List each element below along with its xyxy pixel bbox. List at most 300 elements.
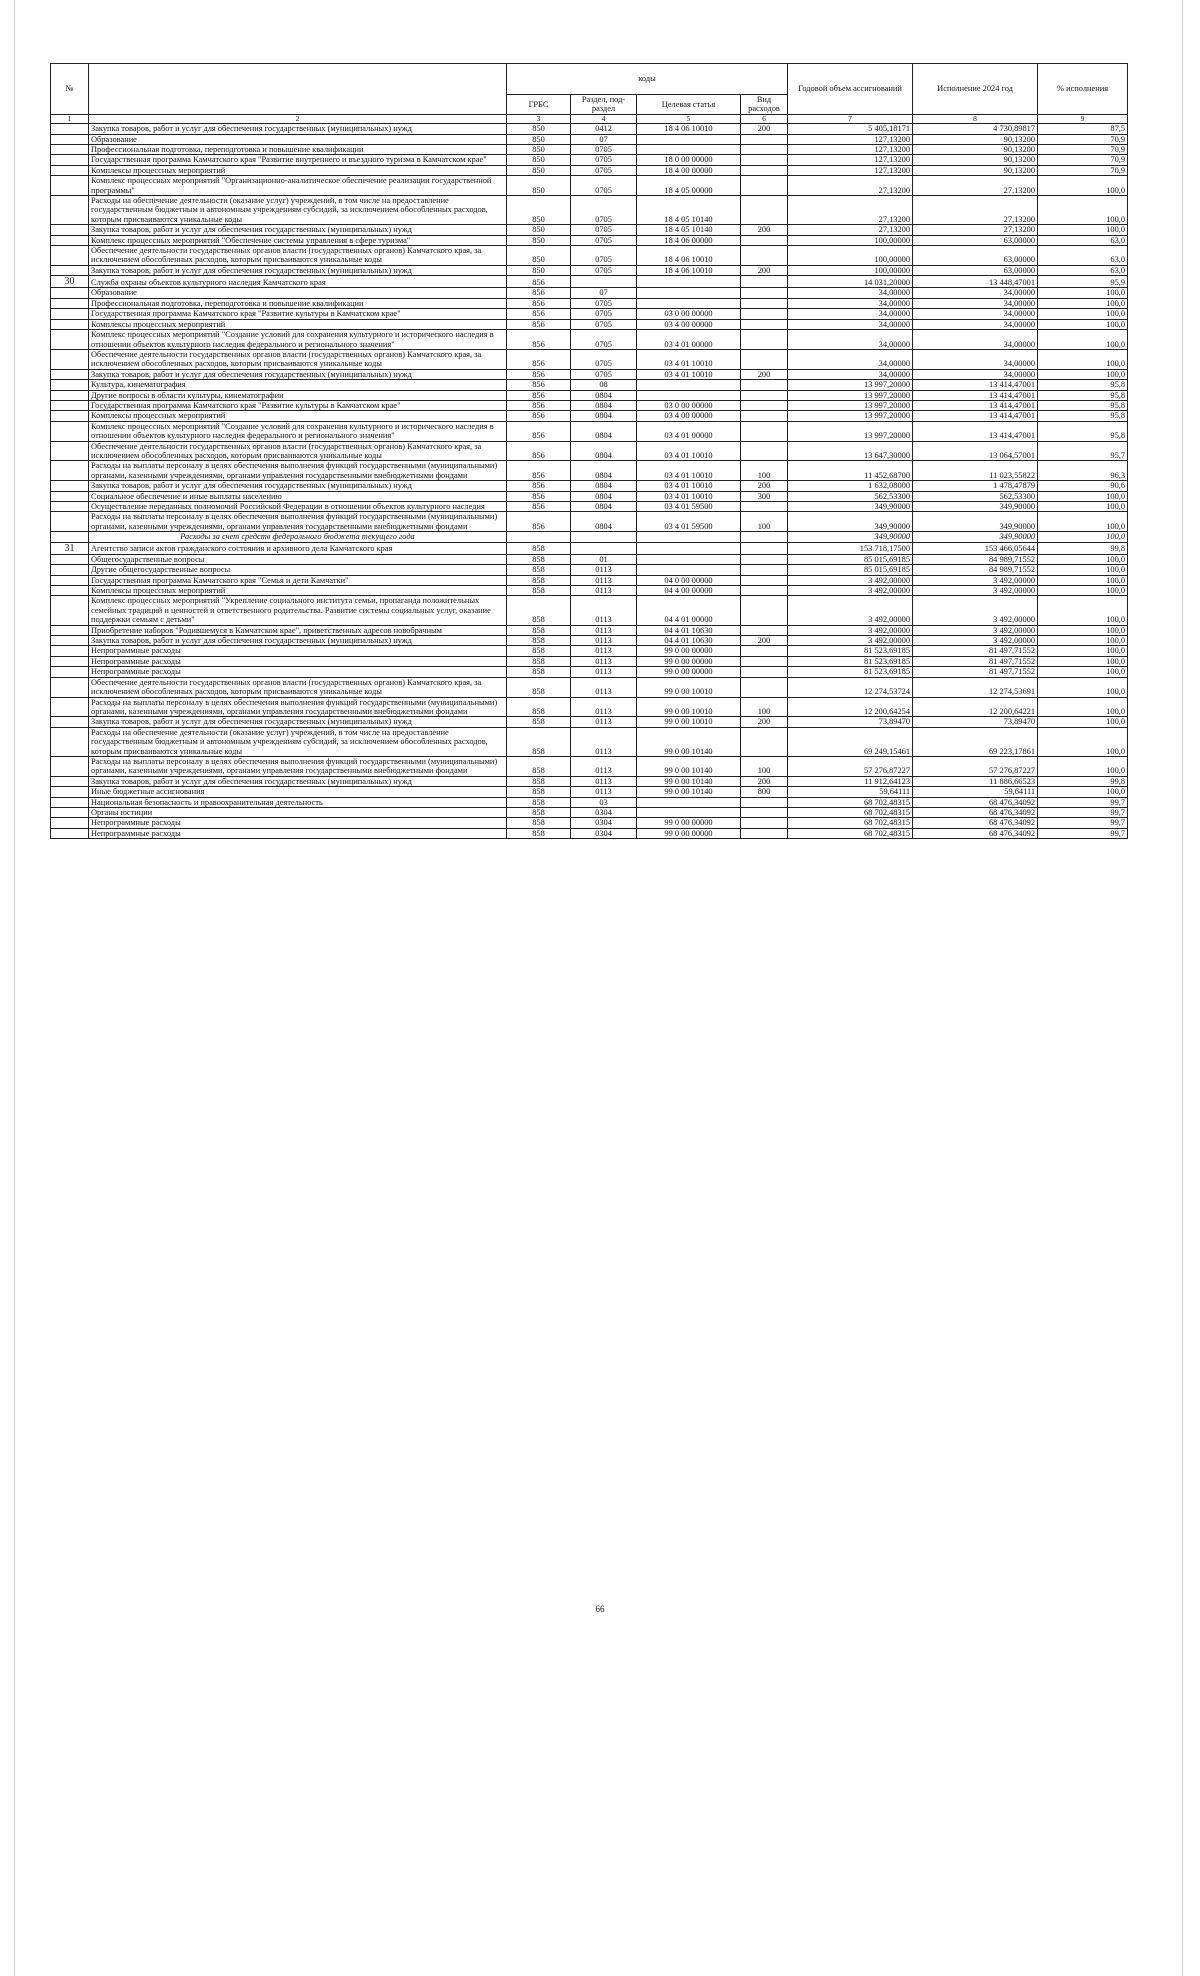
table-row — [51, 441, 1128, 461]
cell-percent: 100,0 — [1038, 787, 1128, 797]
cell-number — [51, 481, 89, 491]
cell-target-item: 18 4 05 10140 — [637, 225, 741, 235]
cell-section: 0705 — [571, 309, 637, 319]
cell-name: Закупка товаров, работ и услуг для обеспечения государственных (муниципальных) нужд — [89, 265, 507, 275]
cell-execution: 13 064,57001 — [913, 441, 1038, 461]
cell-expense-type: 200 — [741, 636, 788, 646]
cell-annual-volume: 57 276,87227 — [788, 756, 913, 776]
table-row — [51, 565, 1128, 575]
cell-execution: 3 492,00000 — [913, 596, 1038, 625]
cell-section: 0113 — [571, 586, 637, 596]
cell-target-item: 99 0 00 00000 — [637, 818, 741, 828]
cell-execution: 4 730,89817 — [913, 124, 1038, 134]
cell-name: Расходы за счет средств федерального бюджета текущего года — [89, 532, 507, 542]
cell-target-item — [637, 797, 741, 807]
cell-grbs: 856 — [507, 390, 571, 400]
cell-annual-volume: 34,00000 — [788, 298, 913, 308]
cell-expense-type: 800 — [741, 787, 788, 797]
cell-grbs: 858 — [507, 756, 571, 776]
cell-expense-type: 100 — [741, 512, 788, 532]
cell-grbs: 858 — [507, 542, 571, 554]
cell-expense-type: 100 — [741, 756, 788, 776]
cell-name: Государственная программа Камчатского края "Семья и дети Камчатки" — [89, 575, 507, 585]
cell-section: 0705 — [571, 165, 637, 175]
cell-execution: 12 200,64221 — [913, 697, 1038, 717]
cell-number — [51, 390, 89, 400]
column-index-row — [51, 114, 1128, 123]
cell-percent: 90,6 — [1038, 481, 1128, 491]
cell-section: 0113 — [571, 656, 637, 666]
table-row — [51, 176, 1128, 196]
cell-percent: 63,0 — [1038, 235, 1128, 245]
cell-percent: 100,0 — [1038, 554, 1128, 564]
cell-name: Расходы на обеспечение деятельности (оказание услуг) учреждений, в том числе на предоставление государственным бюджетным и автономным учреждениям субсидий, за исключением обособленных расходов, которым присваиваются уникальные коды — [89, 727, 507, 756]
cell-section: 07 — [571, 134, 637, 144]
cell-percent: 95,9 — [1038, 276, 1128, 288]
cell-section: 0804 — [571, 512, 637, 532]
cell-section: 0705 — [571, 298, 637, 308]
cell-execution: 84 989,71552 — [913, 565, 1038, 575]
cell-annual-volume: 13 997,20000 — [788, 411, 913, 421]
cell-percent: 100,0 — [1038, 298, 1128, 308]
cell-section: 0113 — [571, 787, 637, 797]
table-row — [51, 196, 1128, 225]
cell-name: Комплексы процессных мероприятий — [89, 411, 507, 421]
cell-execution: 27,13200 — [913, 225, 1038, 235]
cell-target-item: 03 4 00 00000 — [637, 411, 741, 421]
cell-percent: 63,0 — [1038, 246, 1128, 266]
column-index: 9 — [1038, 114, 1128, 123]
cell-percent: 100,0 — [1038, 491, 1128, 501]
table-row — [51, 776, 1128, 786]
cell-expense-type — [741, 586, 788, 596]
cell-grbs: 856 — [507, 481, 571, 491]
cell-annual-volume: 562,53300 — [788, 491, 913, 501]
cell-section: 0113 — [571, 677, 637, 697]
cell-percent: 100,0 — [1038, 717, 1128, 727]
cell-target-item: 99 0 00 00000 — [637, 828, 741, 838]
cell-annual-volume: 13 997,20000 — [788, 380, 913, 390]
table-row — [51, 390, 1128, 400]
cell-annual-volume: 349,90000 — [788, 532, 913, 542]
cell-expense-type — [741, 309, 788, 319]
table-row — [51, 502, 1128, 512]
cell-annual-volume: 85 015,69185 — [788, 565, 913, 575]
cell-target-item: 99 0 00 10010 — [637, 697, 741, 717]
cell-number — [51, 421, 89, 441]
cell-execution: 63,00000 — [913, 265, 1038, 275]
cell-annual-volume: 68 702,48315 — [788, 807, 913, 817]
cell-number — [51, 554, 89, 564]
table-row — [51, 656, 1128, 666]
cell-grbs: 858 — [507, 625, 571, 635]
cell-name: Культура, кинематография — [89, 380, 507, 390]
cell-target-item: 18 4 05 00000 — [637, 176, 741, 196]
cell-section: 0705 — [571, 145, 637, 155]
cell-target-item — [637, 145, 741, 155]
cell-execution: 68 476,34092 — [913, 818, 1038, 828]
cell-name: Комплексы процессных мероприятий — [89, 165, 507, 175]
cell-section: 0113 — [571, 697, 637, 717]
cell-expense-type — [741, 565, 788, 575]
cell-number — [51, 288, 89, 298]
cell-annual-volume: 34,00000 — [788, 309, 913, 319]
cell-section: 0804 — [571, 411, 637, 421]
cell-section — [571, 532, 637, 542]
cell-grbs: 858 — [507, 575, 571, 585]
cell-expense-type — [741, 165, 788, 175]
column-header-name — [89, 64, 507, 115]
table-row — [51, 165, 1128, 175]
cell-target-item: 18 4 05 10140 — [637, 196, 741, 225]
cell-section: 0705 — [571, 369, 637, 379]
cell-name: Непрограммные расходы — [89, 828, 507, 838]
cell-expense-type — [741, 797, 788, 807]
cell-percent: 100,0 — [1038, 727, 1128, 756]
cell-annual-volume: 100,00000 — [788, 235, 913, 245]
cell-target-item — [637, 380, 741, 390]
cell-expense-type — [741, 288, 788, 298]
cell-annual-volume: 81 523,69185 — [788, 646, 913, 656]
cell-grbs: 850 — [507, 155, 571, 165]
cell-execution: 153 466,05644 — [913, 542, 1038, 554]
cell-grbs: 858 — [507, 828, 571, 838]
cell-section: 0705 — [571, 330, 637, 350]
cell-grbs: 858 — [507, 797, 571, 807]
table-row — [51, 646, 1128, 656]
cell-name: Комплекс процессных мероприятий "Создание условий для сохранения культурного и исторического наследия в отношении объектов культурного наследия федерального и регионального значения" — [89, 330, 507, 350]
cell-annual-volume: 3 492,00000 — [788, 575, 913, 585]
cell-annual-volume: 127,13200 — [788, 155, 913, 165]
cell-number — [51, 697, 89, 717]
cell-execution: 34,00000 — [913, 369, 1038, 379]
cell-number — [51, 165, 89, 175]
cell-name: Обеспечение деятельности государственных органов власти (государственных органов) Камчатского края, за исключением обособленных расходов, которым присваиваются уникальные коды — [89, 349, 507, 369]
cell-name: Другие общегосударственные вопросы — [89, 565, 507, 575]
cell-target-item: 18 4 06 00000 — [637, 235, 741, 245]
cell-name: Закупка товаров, работ и услуг для обеспечения государственных (муниципальных) нужд — [89, 124, 507, 134]
cell-grbs: 858 — [507, 656, 571, 666]
cell-section: 0705 — [571, 235, 637, 245]
cell-execution: 84 989,71552 — [913, 554, 1038, 564]
cell-grbs: 850 — [507, 124, 571, 134]
cell-annual-volume: 68 702,48315 — [788, 818, 913, 828]
column-header-execution: Исполнение 2024 год — [913, 64, 1038, 115]
cell-annual-volume: 3 492,00000 — [788, 596, 913, 625]
cell-number — [51, 677, 89, 697]
cell-target-item: 99 0 00 10010 — [637, 717, 741, 727]
cell-grbs: 856 — [507, 349, 571, 369]
cell-annual-volume: 349,90000 — [788, 502, 913, 512]
table-row — [51, 542, 1128, 554]
cell-number — [51, 727, 89, 756]
table-row — [51, 787, 1128, 797]
cell-target-item — [637, 565, 741, 575]
cell-percent: 95,8 — [1038, 400, 1128, 410]
cell-section: 0804 — [571, 502, 637, 512]
cell-execution: 34,00000 — [913, 298, 1038, 308]
cell-expense-type — [741, 646, 788, 656]
cell-section: 0705 — [571, 265, 637, 275]
table-row — [51, 512, 1128, 532]
column-index: 7 — [788, 114, 913, 123]
table-row — [51, 596, 1128, 625]
cell-target-item: 04 4 01 00000 — [637, 596, 741, 625]
page-edge-left — [14, 0, 15, 1976]
cell-execution: 27,13200 — [913, 196, 1038, 225]
cell-name: Обеспечение деятельности государственных органов власти (государственных органов) Камчатского края, за исключением обособленных расходов, которым присваиваются уникальные коды — [89, 677, 507, 697]
cell-section: 03 — [571, 797, 637, 807]
cell-grbs: 856 — [507, 330, 571, 350]
cell-target-item: 99 0 00 00000 — [637, 646, 741, 656]
cell-name: Общегосударственные вопросы — [89, 554, 507, 564]
cell-target-item — [637, 276, 741, 288]
cell-name: Расходы на выплаты персоналу в целях обеспечения выполнения функций государственными (муниципальными) органами, казенными учреждениями, органами управления государственными внебюджетными фондами — [89, 697, 507, 717]
cell-expense-type — [741, 554, 788, 564]
cell-target-item: 03 4 01 59500 — [637, 502, 741, 512]
cell-annual-volume: 34,00000 — [788, 349, 913, 369]
cell-name: Образование — [89, 288, 507, 298]
cell-name: Национальная безопасность и правоохранительная деятельность — [89, 797, 507, 807]
cell-annual-volume: 12 274,53724 — [788, 677, 913, 697]
cell-name: Социальное обеспечение и иные выплаты населению — [89, 491, 507, 501]
cell-expense-type — [741, 807, 788, 817]
table-row — [51, 319, 1128, 329]
cell-percent: 100,0 — [1038, 288, 1128, 298]
cell-annual-volume: 5 405,18171 — [788, 124, 913, 134]
cell-percent: 100,0 — [1038, 677, 1128, 697]
cell-grbs: 858 — [507, 717, 571, 727]
cell-name: Другие вопросы в области культуры, кинематографии — [89, 390, 507, 400]
cell-section: 01 — [571, 554, 637, 564]
cell-expense-type: 200 — [741, 369, 788, 379]
cell-annual-volume: 127,13200 — [788, 145, 913, 155]
cell-name: Непрограммные расходы — [89, 656, 507, 666]
cell-percent: 95,8 — [1038, 380, 1128, 390]
table-row — [51, 225, 1128, 235]
column-index: 5 — [637, 114, 741, 123]
cell-expense-type — [741, 134, 788, 144]
cell-target-item: 18 4 00 00000 — [637, 165, 741, 175]
cell-number — [51, 807, 89, 817]
cell-name: Непрограммные расходы — [89, 818, 507, 828]
cell-section: 0804 — [571, 400, 637, 410]
column-header-number: № — [51, 64, 89, 115]
cell-grbs: 856 — [507, 319, 571, 329]
cell-name: Закупка товаров, работ и услуг для обеспечения государственных (муниципальных) нужд — [89, 636, 507, 646]
cell-execution: 1 478,47879 — [913, 481, 1038, 491]
cell-annual-volume: 153 718,17500 — [788, 542, 913, 554]
cell-grbs: 858 — [507, 697, 571, 717]
cell-annual-volume: 349,90000 — [788, 512, 913, 532]
cell-execution: 11 886,66523 — [913, 776, 1038, 786]
cell-annual-volume: 34,00000 — [788, 369, 913, 379]
table-row — [51, 380, 1128, 390]
cell-expense-type — [741, 421, 788, 441]
cell-number — [51, 646, 89, 656]
table-row — [51, 155, 1128, 165]
cell-grbs: 850 — [507, 145, 571, 155]
cell-target-item — [637, 298, 741, 308]
cell-target-item: 03 4 01 10010 — [637, 349, 741, 369]
cell-number — [51, 818, 89, 828]
cell-execution: 57 276,87227 — [913, 756, 1038, 776]
cell-execution: 349,90000 — [913, 512, 1038, 532]
cell-number — [51, 596, 89, 625]
cell-execution: 81 497,71552 — [913, 646, 1038, 656]
cell-section: 0113 — [571, 667, 637, 677]
table-row — [51, 818, 1128, 828]
cell-percent: 87,5 — [1038, 124, 1128, 134]
table-row — [51, 636, 1128, 646]
cell-grbs: 858 — [507, 677, 571, 697]
cell-execution: 27,13200 — [913, 176, 1038, 196]
cell-target-item: 99 0 00 00000 — [637, 656, 741, 666]
table-row — [51, 491, 1128, 501]
table-row — [51, 145, 1128, 155]
cell-name: Комплекс процессных мероприятий "Создание условий для сохранения культурного и исторического наследия в отношении объектов культурного наследия федерального и регионального значения" — [89, 421, 507, 441]
cell-number — [51, 828, 89, 838]
cell-section: 0804 — [571, 441, 637, 461]
table-row — [51, 349, 1128, 369]
table-row — [51, 807, 1128, 817]
cell-annual-volume: 100,00000 — [788, 265, 913, 275]
cell-section: 0804 — [571, 491, 637, 501]
cell-number — [51, 625, 89, 635]
cell-name: Закупка товаров, работ и услуг для обеспечения государственных (муниципальных) нужд — [89, 225, 507, 235]
page-number: 66 — [595, 1604, 605, 1614]
cell-annual-volume: 85 015,69185 — [788, 554, 913, 564]
cell-grbs: 856 — [507, 288, 571, 298]
cell-expense-type: 200 — [741, 776, 788, 786]
column-index: 2 — [89, 114, 507, 123]
column-index: 1 — [51, 114, 89, 123]
cell-annual-volume: 3 492,00000 — [788, 586, 913, 596]
cell-section: 0304 — [571, 807, 637, 817]
cell-section — [571, 542, 637, 554]
cell-execution: 63,00000 — [913, 235, 1038, 245]
cell-number — [51, 565, 89, 575]
cell-target-item: 03 4 01 59500 — [637, 512, 741, 532]
cell-expense-type — [741, 235, 788, 245]
cell-section — [571, 276, 637, 288]
cell-execution: 59,64111 — [913, 787, 1038, 797]
cell-number — [51, 225, 89, 235]
cell-name: Агентство записи актов гражданского состояния и архивного дела Камчатского края — [89, 542, 507, 554]
cell-expense-type — [741, 400, 788, 410]
cell-section: 0113 — [571, 565, 637, 575]
cell-annual-volume: 81 523,69185 — [788, 656, 913, 666]
cell-annual-volume: 34,00000 — [788, 319, 913, 329]
cell-grbs: 856 — [507, 411, 571, 421]
cell-execution: 13 414,47001 — [913, 421, 1038, 441]
cell-execution: 13 414,47001 — [913, 380, 1038, 390]
cell-percent: 100,0 — [1038, 309, 1128, 319]
cell-expense-type: 300 — [741, 491, 788, 501]
cell-grbs: 856 — [507, 512, 571, 532]
cell-target-item: 18 0 00 00000 — [637, 155, 741, 165]
cell-section: 0113 — [571, 717, 637, 727]
cell-target-item: 03 0 00 00000 — [637, 309, 741, 319]
cell-percent: 100,0 — [1038, 756, 1128, 776]
cell-section: 0705 — [571, 155, 637, 165]
cell-grbs: 856 — [507, 400, 571, 410]
cell-number — [51, 586, 89, 596]
cell-percent: 100,0 — [1038, 575, 1128, 585]
cell-section: 0113 — [571, 625, 637, 635]
cell-expense-type — [741, 349, 788, 369]
table-row — [51, 727, 1128, 756]
cell-grbs: 856 — [507, 298, 571, 308]
cell-expense-type — [741, 677, 788, 697]
cell-percent: 70,9 — [1038, 165, 1128, 175]
cell-execution: 34,00000 — [913, 319, 1038, 329]
cell-grbs: 858 — [507, 727, 571, 756]
cell-grbs: 858 — [507, 646, 571, 656]
cell-name: Закупка товаров, работ и услуг для обеспечения государственных (муниципальных) нужд — [89, 717, 507, 727]
table-row — [51, 481, 1128, 491]
cell-annual-volume: 13 997,20000 — [788, 421, 913, 441]
table-row — [51, 797, 1128, 807]
cell-expense-type: 200 — [741, 481, 788, 491]
cell-annual-volume: 100,00000 — [788, 246, 913, 266]
cell-annual-volume: 12 200,64254 — [788, 697, 913, 717]
table-row — [51, 828, 1128, 838]
table-row — [51, 411, 1128, 421]
cell-grbs: 850 — [507, 265, 571, 275]
column-header-percent: % исполнения — [1038, 64, 1128, 115]
cell-grbs: 850 — [507, 196, 571, 225]
cell-grbs: 856 — [507, 369, 571, 379]
cell-expense-type — [741, 727, 788, 756]
cell-expense-type — [741, 196, 788, 225]
cell-percent: 100,0 — [1038, 656, 1128, 666]
cell-target-item: 99 0 00 10140 — [637, 787, 741, 797]
cell-target-item: 18 4 06 10010 — [637, 246, 741, 266]
cell-percent: 100,0 — [1038, 646, 1128, 656]
cell-percent: 100,0 — [1038, 625, 1128, 635]
table-row — [51, 697, 1128, 717]
cell-annual-volume: 11 452,68700 — [788, 461, 913, 481]
cell-target-item — [637, 554, 741, 564]
cell-execution: 34,00000 — [913, 309, 1038, 319]
table-row — [51, 717, 1128, 727]
cell-annual-volume: 14 031,20000 — [788, 276, 913, 288]
table-row — [51, 421, 1128, 441]
cell-number — [51, 176, 89, 196]
cell-number — [51, 330, 89, 350]
cell-percent: 99,8 — [1038, 776, 1128, 786]
cell-expense-type — [741, 319, 788, 329]
cell-name: Расходы на обеспечение деятельности (оказание услуг) учреждений, в том числе на предоставление государственным бюджетным и автономным учреждениям субсидий, за исключением обособленных расходов, которым присваиваются уникальные коды — [89, 196, 507, 225]
cell-number — [51, 235, 89, 245]
cell-percent: 95,8 — [1038, 390, 1128, 400]
cell-expense-type — [741, 625, 788, 635]
cell-expense-type — [741, 502, 788, 512]
cell-target-item: 03 4 01 10010 — [637, 481, 741, 491]
cell-number — [51, 134, 89, 144]
cell-expense-type — [741, 145, 788, 155]
cell-grbs: 850 — [507, 225, 571, 235]
cell-annual-volume: 81 523,69185 — [788, 667, 913, 677]
cell-number — [51, 461, 89, 481]
cell-section: 0705 — [571, 319, 637, 329]
cell-grbs: 858 — [507, 776, 571, 786]
cell-execution: 90,13200 — [913, 145, 1038, 155]
cell-number — [51, 787, 89, 797]
cell-execution: 68 476,34092 — [913, 807, 1038, 817]
cell-expense-type — [741, 390, 788, 400]
